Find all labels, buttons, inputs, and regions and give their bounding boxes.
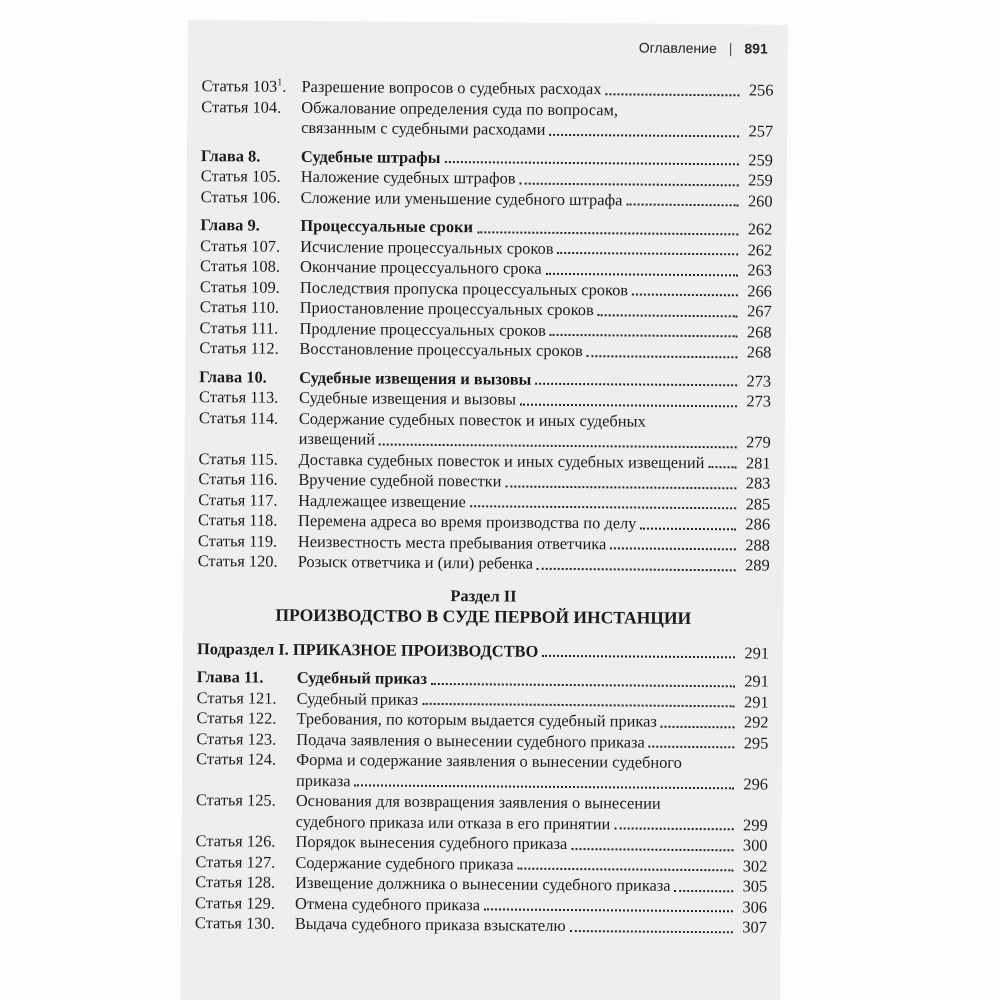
leader-dots (470, 504, 736, 509)
entry-body (295, 914, 767, 938)
toc-part-2 (195, 659, 769, 938)
entry-title: Судебные штрафы (300, 146, 441, 167)
leader-dots (431, 681, 735, 686)
entry-label: Статья 107. (200, 235, 281, 256)
section-label: Раздел II (450, 585, 517, 606)
leader-dots (477, 230, 738, 235)
entry-page-number: 288 (745, 534, 770, 555)
entry-page-number: 256 (748, 80, 774, 100)
entry-page-number: 268 (746, 342, 772, 362)
leader-dots (675, 888, 734, 891)
leader-dots (484, 907, 733, 912)
entry-label: Статья 125. (195, 790, 276, 810)
entry-page-number: 260 (747, 190, 773, 211)
entry-label: Статья 129. (194, 892, 276, 913)
leader-dots (661, 724, 735, 728)
leader-dots (610, 546, 736, 550)
leader-dots (649, 745, 735, 749)
entry-label: Статья 120. (197, 551, 278, 571)
entry-label: Статья 116. (198, 469, 278, 489)
entry-title: Наложение судебных штрафов (300, 166, 516, 188)
leader-dots (444, 160, 738, 165)
entry-label: Статья 130. (194, 913, 275, 933)
entry-title: Исчисление процессуальных сроков (300, 236, 554, 258)
entry-title: приказа (295, 770, 351, 790)
entry-page-number: 292 (743, 712, 769, 732)
entry-body (299, 339, 771, 363)
leader-dots (505, 484, 736, 489)
subsection-title: Подраздел I. ПРИКАЗНОЕ ПРОИЗВОДСТВО (196, 638, 539, 661)
leader-dots (520, 402, 737, 407)
entry-title: Судебные извещения и вызовы (298, 387, 517, 409)
table-of-contents (195, 76, 774, 938)
entry-label: Статья 108. (199, 256, 281, 276)
entry-label: Глава 9. (200, 215, 260, 235)
entry-title: Окончание процессуального срока (299, 256, 542, 278)
entry-title: Вручение судебной повестки (298, 469, 502, 491)
entry-page-number: 263 (747, 260, 773, 280)
entry-label: Глава 10. (199, 366, 267, 387)
entry-label: Глава 11. (196, 667, 264, 687)
entry-page-number: 283 (745, 473, 771, 493)
running-header (639, 40, 768, 57)
entry-title: Выдача судебного приказа взыскателю (294, 913, 566, 935)
leader-dots (549, 132, 739, 136)
entry-title: Судебные извещения и вызовы (299, 367, 532, 389)
entry-title: извещений (298, 428, 376, 449)
leader-dots (614, 826, 733, 830)
entry-title: Последствия пропуска процессуальных сроков (299, 277, 629, 299)
entry-page-number: 279 (746, 432, 771, 452)
toc-article-row[interactable] (195, 913, 767, 938)
entry-label: Статья 113. (198, 387, 279, 407)
leader-dots (354, 783, 734, 789)
entry-label: Статья 123. (196, 728, 277, 749)
leader-dots (535, 382, 737, 387)
section-title: ПРОИЗВОДСТВО В СУДЕ ПЕРВОЙ ИНСТАНЦИИ (275, 604, 692, 628)
entry-title: Надлежащее извещение (298, 490, 466, 511)
entry-page-number: 273 (746, 370, 772, 391)
entry-page-number: 259 (748, 170, 773, 190)
entry-label: Статья 119. (197, 530, 278, 551)
entry-title: Приостановление процессуальных сроков (299, 297, 594, 320)
entry-title: Обжалование определения суда по вопросам, (301, 97, 619, 119)
entry-title: Подача заявления о вынесении судебного приказа (296, 729, 645, 752)
entry-title: Судебный приказ (296, 667, 428, 688)
entry-title: Восстановление процессуальных сроков (299, 338, 583, 361)
entry-label: Статья 110. (199, 297, 280, 317)
leader-dots (587, 354, 738, 358)
entry-page-number: 296 (743, 773, 769, 794)
entry-label: Статья 112. (199, 338, 279, 358)
entry-page-number: 291 (744, 671, 769, 691)
entry-body (298, 552, 770, 576)
entry-body (301, 187, 773, 211)
leader-dots (632, 292, 738, 296)
entry-title: Разрешение вопросов о судебных расходах (301, 76, 602, 99)
leader-dots (550, 333, 738, 337)
entry-label-superscript: 1 (277, 77, 283, 89)
entry-page-number: 259 (748, 149, 773, 170)
leader-dots (640, 526, 736, 530)
entry-label: Статья 114. (198, 407, 279, 428)
entry-page-number: 257 (748, 121, 774, 141)
entry-title: Процессуальные сроки (300, 215, 474, 237)
entry-label: Статья 104. (201, 96, 282, 117)
entry-page-number: 295 (743, 732, 769, 753)
entry-title: Форма и содержание заявления о вынесении судебного (296, 749, 682, 772)
entry-page-number: 273 (746, 391, 772, 411)
entry-page-number: 307 (742, 917, 767, 937)
entry-title: Доставка судебных повесток и иных судебных извещений (298, 449, 705, 472)
leader-dots (518, 867, 734, 872)
leader-dots (537, 566, 736, 571)
entry-page-number: 302 (742, 855, 768, 876)
book-page (180, 20, 788, 1000)
entry-page-number: 266 (747, 280, 772, 301)
entry-title: Продление процессуальных сроков (299, 318, 546, 340)
entry-page-number: 305 (742, 876, 768, 896)
entry-page-number: 262 (747, 239, 773, 260)
entry-label: Статья 117. (198, 489, 278, 510)
leader-dots (546, 271, 738, 276)
entry-page-number: 286 (745, 514, 771, 534)
entry-label: Статья 109. (199, 276, 280, 297)
leader-dots (520, 181, 739, 186)
entry-page-number: 306 (742, 896, 768, 917)
leader-dots (571, 847, 733, 851)
entry-label: Статья 126. (195, 831, 276, 851)
entry-title: Перемена адреса во время производства по делу (297, 510, 637, 533)
entry-title: судебного приказа или отказа в его принятии (295, 811, 611, 833)
leader-dots (570, 929, 733, 933)
entry-label: Статья 121. (196, 687, 277, 708)
entry-title: Содержание судебного приказа (295, 852, 514, 874)
leader-dots (422, 702, 735, 707)
entry-label: Статья 106. (200, 186, 281, 207)
entry-label: Статья 127. (195, 851, 276, 872)
leader-dots (379, 442, 737, 448)
entry-title: Основания для возвращения заявления о вынесении (295, 790, 661, 813)
entry-page-number: 281 (745, 452, 771, 473)
entry-label: Статья 128. (195, 872, 276, 892)
subsection-page: 291 (744, 642, 770, 663)
header-section: Оглавление (638, 39, 717, 57)
entry-body (301, 118, 773, 142)
entry-label: Статья 118. (198, 510, 278, 530)
entry-page-number: 300 (742, 835, 768, 855)
entry-page-number: 268 (746, 321, 772, 342)
entry-title: Отмена судебного приказа (294, 893, 481, 914)
leader-dots (605, 92, 739, 96)
entry-label: Глава 8. (200, 145, 261, 166)
entry-page-number: 262 (747, 219, 773, 239)
leader-dots (542, 654, 735, 659)
leader-dots (708, 465, 736, 468)
entry-title: связанным с судебными расходами (301, 117, 546, 139)
entry-page-number: 291 (743, 691, 769, 712)
entry-title: Розыск ответчика и (или) ребенка (297, 551, 534, 573)
entry-label: Статья 105. (200, 166, 281, 186)
entry-title: Извещение должника о вынесении судебного приказа (295, 872, 671, 895)
entry-title: Сложение или уменьшение судебного штрафа (300, 187, 623, 209)
entry-page-number: 299 (743, 814, 768, 835)
entry-label: Статья 111. (199, 317, 279, 338)
entry-title: Требования, по которым выдается судебный приказ (296, 708, 658, 731)
entry-title: Неизвестность места пребывания ответчика (297, 531, 607, 553)
entry-label: Статья $103^1$. (201, 76, 287, 96)
header-separator: | (728, 40, 733, 57)
entry-title: Судебный приказ (296, 688, 419, 709)
entry-label: Статья 115. (198, 448, 278, 469)
entry-title: Порядок вынесения судебного приказа (295, 831, 568, 854)
leader-dots (626, 202, 738, 206)
entry-label: Статья 124. (196, 749, 277, 769)
entry-page-number: 285 (745, 493, 771, 514)
entry-page-number: 289 (745, 555, 770, 575)
header-page-number: 891 (744, 40, 768, 57)
entry-title: Содержание судебных повесток и иных судебных (298, 408, 646, 431)
entry-label: Статья 122. (196, 708, 277, 728)
entry-page-number: 267 (747, 301, 772, 321)
toc-part-1 (198, 76, 774, 576)
toc-article-row[interactable] (198, 551, 770, 576)
leader-dots (598, 313, 738, 317)
leader-dots (557, 251, 738, 255)
